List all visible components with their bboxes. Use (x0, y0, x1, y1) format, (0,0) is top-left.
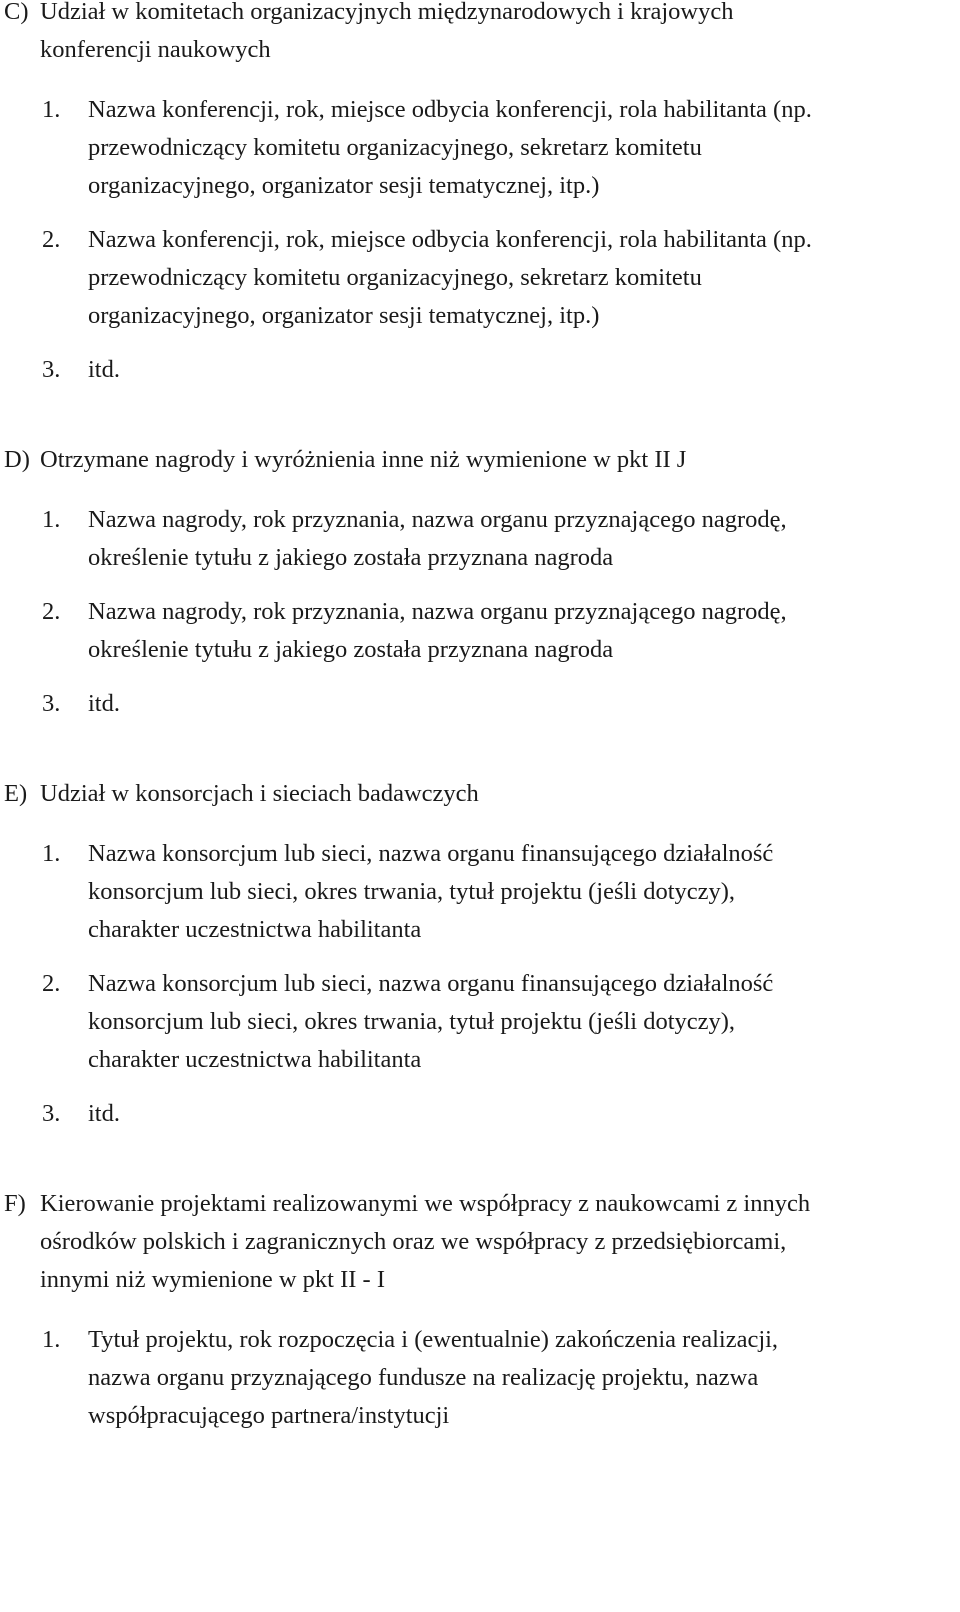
item-line: charakter uczestnictwa habilitanta (88, 1046, 422, 1073)
section-marker: C) (4, 0, 29, 25)
section-heading (4, 775, 960, 813)
item-number: 3. (42, 690, 61, 717)
item-line: Nazwa nagrody, rok przyznania, nazwa organu przyznającego nagrodę, (88, 506, 787, 533)
item-number: 2. (42, 226, 61, 253)
item-line: itd. (88, 356, 120, 383)
section-marker: F) (4, 1190, 26, 1217)
list-item (42, 593, 960, 669)
item-line: przewodniczący komitetu organizacyjnego, sekretarz komitetu (88, 134, 702, 161)
item-line: konsorcjum lub sieci, okres trwania, tytuł projektu (jeśli dotyczy), (88, 878, 736, 905)
heading-line: konferencji naukowych (40, 36, 271, 63)
item-number: 3. (42, 1100, 61, 1127)
section-d (0, 441, 960, 723)
list-item (42, 91, 960, 205)
item-line: Tytuł projektu, rok rozpoczęcia i (ewentualnie) zakończenia realizacji, (88, 1326, 779, 1353)
item-line: itd. (88, 690, 120, 717)
item-line: nazwa organu przyznającego fundusze na realizację projektu, nazwa (88, 1364, 759, 1391)
heading-line: Kierowanie projektami realizowanymi we współpracy z naukowcami z innych (40, 1190, 811, 1217)
section-heading (4, 1185, 960, 1299)
item-line: itd. (88, 1100, 120, 1127)
heading-line: ośrodków polskich i zagranicznych oraz we współpracy z przedsiębiorcami, (40, 1228, 787, 1255)
section-marker: D) (4, 446, 30, 473)
item-number: 1. (42, 840, 61, 867)
section-heading (4, 441, 960, 479)
item-line: charakter uczestnictwa habilitanta (88, 916, 422, 943)
item-number: 1. (42, 96, 61, 123)
list-item (42, 1095, 960, 1133)
item-line: przewodniczący komitetu organizacyjnego, sekretarz komitetu (88, 264, 702, 291)
item-number: 1. (42, 1326, 61, 1353)
list-item (42, 501, 960, 577)
list-item (42, 965, 960, 1079)
item-number: 1. (42, 506, 61, 533)
item-line: współpracującego partnera/instytucji (88, 1402, 450, 1429)
list-item (42, 221, 960, 335)
item-line: Nazwa konferencji, rok, miejsce odbycia konferencji, rola habilitanta (np. (88, 96, 812, 123)
section-heading (4, 0, 960, 69)
list-item (42, 685, 960, 723)
list-item (42, 351, 960, 389)
item-line: Nazwa konferencji, rok, miejsce odbycia konferencji, rola habilitanta (np. (88, 226, 812, 253)
item-line: Nazwa nagrody, rok przyznania, nazwa organu przyznającego nagrodę, (88, 598, 787, 625)
item-line: określenie tytułu z jakiego została przyznana nagroda (88, 544, 614, 571)
list-item (42, 835, 960, 949)
list-item (42, 1321, 960, 1435)
heading-line: innymi niż wymienione w pkt II - I (40, 1266, 385, 1293)
item-line: Nazwa konsorcjum lub sieci, nazwa organu finansującego działalność (88, 970, 774, 997)
item-line: określenie tytułu z jakiego została przyznana nagroda (88, 636, 614, 663)
heading-line: Udział w konsorcjach i sieciach badawczych (40, 780, 479, 807)
item-line: Nazwa konsorcjum lub sieci, nazwa organu finansującego działalność (88, 840, 774, 867)
item-number: 3. (42, 356, 61, 383)
heading-line: Otrzymane nagrody i wyróżnienia inne niż wymienione w pkt II J (40, 446, 687, 473)
item-line: organizacyjnego, organizator sesji tematycznej, itp.) (88, 302, 600, 329)
item-number: 2. (42, 598, 61, 625)
heading-line: Udział w komitetach organizacyjnych międzynarodowych i krajowych (40, 0, 734, 25)
item-line: konsorcjum lub sieci, okres trwania, tytuł projektu (jeśli dotyczy), (88, 1008, 736, 1035)
section-marker: E) (4, 780, 28, 807)
section-f (0, 1185, 960, 1435)
item-line: organizacyjnego, organizator sesji tematycznej, itp.) (88, 172, 600, 199)
section-c (0, 0, 960, 389)
item-number: 2. (42, 970, 61, 997)
section-e (0, 775, 960, 1133)
